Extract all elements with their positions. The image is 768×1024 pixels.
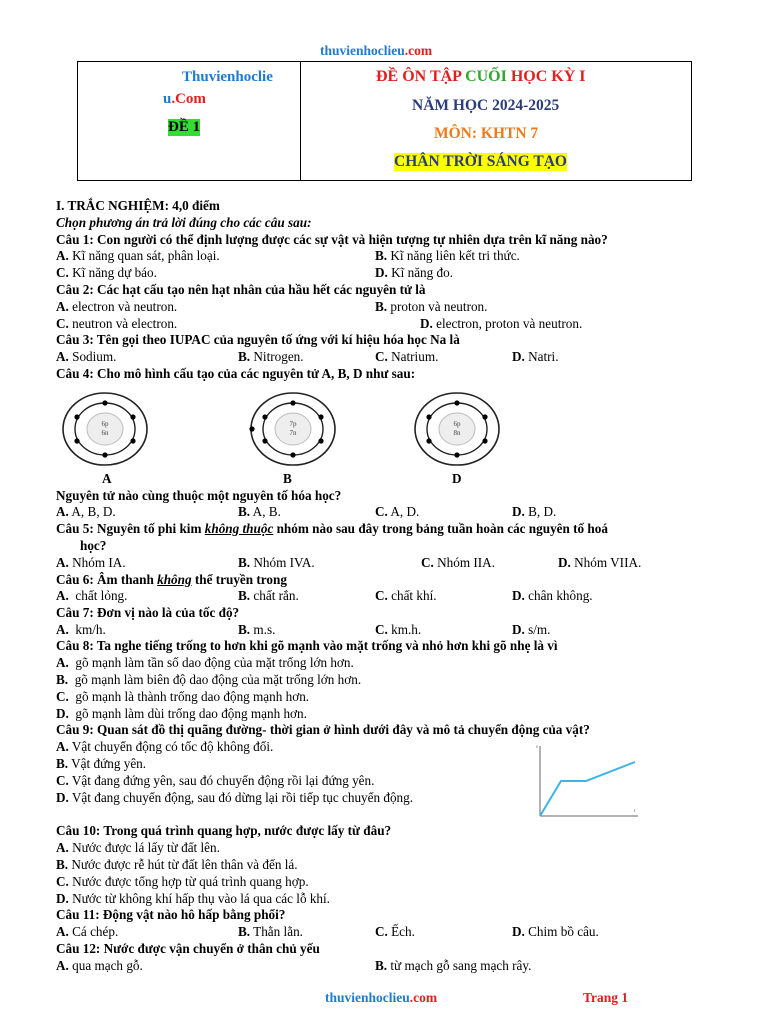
q1-stem: Câu 1: Con người có thể định lượng được các sự vật và hiện tượng tự nhiên dựa trên kĩ năng nào? xyxy=(56,232,608,247)
q10-option-b[interactable] xyxy=(56,857,298,873)
q9-option-b[interactable] xyxy=(56,756,146,772)
brand-line-2-a: u xyxy=(163,91,172,107)
atom-label-b: B xyxy=(283,471,292,486)
q2-option-a[interactable] xyxy=(56,299,177,315)
option-text: km.h. xyxy=(391,622,422,637)
q3-option-a[interactable] xyxy=(56,349,116,365)
option-text: Vật đang chuyển động, sau đó dừng lại rồi tiếp tục chuyển động. xyxy=(71,790,414,805)
option-text: Kĩ năng quan sát, phân loại. xyxy=(72,248,220,263)
textbook-series: CHÂN TRỜI SÁNG TẠO xyxy=(394,153,567,170)
option-text: Vật đang đứng yên, sau đó chuyển động rồi lại đứng yên. xyxy=(71,773,375,788)
option-text: km/h. xyxy=(75,622,106,637)
option-text: Nước được tổng hợp từ quá trình quang hợp. xyxy=(72,874,309,889)
option-letter: A. xyxy=(56,655,69,670)
q1-option-b[interactable] xyxy=(375,248,520,264)
q7-option-d[interactable] xyxy=(512,622,550,638)
option-text: Ếch. xyxy=(391,924,415,939)
option-letter: D. xyxy=(56,706,69,721)
footer-site-suffix: .com xyxy=(409,990,438,1005)
q2-option-d[interactable] xyxy=(420,316,582,332)
option-text: Nitrogen. xyxy=(253,349,304,364)
footer-site-link[interactable] xyxy=(325,990,437,1006)
option-letter: B. xyxy=(56,756,69,771)
option-text: B, D. xyxy=(528,504,557,519)
option-text: Natri. xyxy=(528,349,559,364)
option-text: Nước được rễ hút từ đất lên thân và đến lá. xyxy=(71,857,298,872)
top-site-prefix: thuvienhoclieu xyxy=(320,43,405,58)
q5-stem-emphasis: không thuộc xyxy=(204,521,274,536)
q9-option-a[interactable] xyxy=(56,739,273,755)
q6-option-b[interactable] xyxy=(238,588,299,604)
option-text: A, B. xyxy=(252,504,281,519)
option-letter: C. xyxy=(56,265,69,280)
q8-stem: Câu 8: Ta nghe tiếng trống to hơn khi gõ mạnh vào mặt trống và nhỏ hơn khi gõ nhẹ là vì xyxy=(56,638,558,653)
option-text: Vật chuyển động có tốc độ không đổi. xyxy=(71,739,274,754)
q1-option-d[interactable] xyxy=(375,265,453,281)
q2-stem: Câu 2: Các hạt cấu tạo nên hạt nhân của hầu hết các nguyên tử là xyxy=(56,282,426,297)
option-text: Cá chép. xyxy=(72,924,119,939)
q5-option-c[interactable] xyxy=(421,555,495,571)
option-letter: C. xyxy=(56,773,69,788)
atom-d-neutrons: 8n xyxy=(453,429,461,437)
q6-stem-a: Câu 6: Âm thanh xyxy=(56,572,158,587)
option-letter: A. xyxy=(56,958,69,973)
option-text: Thằn lằn. xyxy=(253,924,303,939)
option-letter: A. xyxy=(56,299,69,314)
q9-option-d[interactable] xyxy=(56,790,413,806)
option-letter: C. xyxy=(375,588,388,603)
option-letter: D. xyxy=(56,790,69,805)
option-text: Nhóm VIIA. xyxy=(574,555,642,570)
q3-option-c[interactable] xyxy=(375,349,438,365)
atom-model-b xyxy=(248,389,338,469)
q11-option-a[interactable] xyxy=(56,924,118,940)
q5-option-b[interactable] xyxy=(238,555,315,571)
q5-stem-b: nhóm nào sau đây trong bảng tuần hoàn các nguyên tố hoá xyxy=(273,521,608,536)
option-letter: A. xyxy=(56,349,69,364)
option-letter: A. xyxy=(56,924,69,939)
q2-option-c[interactable] xyxy=(56,316,177,332)
option-text: proton và neutron. xyxy=(390,299,488,314)
atom-model-d xyxy=(412,389,502,469)
option-text: gõ mạnh là thành trống dao động mạnh hơn. xyxy=(75,689,310,704)
option-letter: C. xyxy=(56,316,69,331)
q7-stem: Câu 7: Đơn vị nào là của tốc độ? xyxy=(56,605,240,620)
option-text: electron, proton và neutron. xyxy=(436,316,583,331)
option-letter: C. xyxy=(375,924,388,939)
q10-option-a[interactable] xyxy=(56,840,220,856)
top-site-suffix: .com xyxy=(404,43,433,58)
q7-option-b[interactable] xyxy=(238,622,275,638)
q1-option-c[interactable] xyxy=(56,265,157,281)
option-letter: B. xyxy=(238,622,251,637)
option-letter: D. xyxy=(558,555,571,570)
option-letter: C. xyxy=(375,504,388,519)
q7-option-a[interactable] xyxy=(56,622,106,638)
option-text: chân không. xyxy=(528,588,593,603)
subject: MÔN: KHTN 7 xyxy=(434,125,539,142)
q4-option-b[interactable] xyxy=(238,504,281,520)
option-text: Nước từ không khí hấp thụ vào lá qua các lỗ khí. xyxy=(72,891,330,906)
option-text: Kĩ năng liên kết tri thức. xyxy=(390,248,520,263)
q12-option-a[interactable] xyxy=(56,958,143,974)
option-letter: A. xyxy=(56,555,69,570)
option-text: chất rắn. xyxy=(253,588,299,603)
q5-stem-a: Câu 5: Nguyên tố phi kim xyxy=(56,521,205,536)
q11-stem: Câu 11: Động vật nào hô hấp bằng phổi? xyxy=(56,907,286,922)
option-text: Kĩ năng đo. xyxy=(391,265,454,280)
option-text: neutron và electron. xyxy=(72,316,178,331)
option-letter: D. xyxy=(420,316,433,331)
option-letter: D. xyxy=(375,265,388,280)
option-text: Nhóm IIA. xyxy=(437,555,495,570)
q3-stem: Câu 3: Tên gọi theo IUPAC của nguyên tố ứng với kí hiệu hóa học Na là xyxy=(56,332,460,347)
distance-time-graph xyxy=(528,740,643,820)
page-number: Trang 1 xyxy=(583,990,629,1005)
atom-d-protons: 6p xyxy=(453,420,461,428)
graph-line xyxy=(540,762,635,816)
q6-stem-emphasis: không xyxy=(157,572,192,587)
option-letter: A. xyxy=(56,739,69,754)
q10-option-c[interactable] xyxy=(56,874,309,890)
option-text: m.s. xyxy=(253,622,276,637)
q6-option-a[interactable] xyxy=(56,588,127,604)
q10-option-d[interactable] xyxy=(56,891,330,907)
option-letter: B. xyxy=(238,555,251,570)
option-letter: A. xyxy=(56,504,69,519)
q1-option-a[interactable] xyxy=(56,248,220,264)
section-instruction: Chọn phương án trả lời đúng cho các câu sau: xyxy=(56,215,312,230)
option-text: Sodium. xyxy=(72,349,117,364)
atom-label-d: D xyxy=(452,471,462,486)
option-text: chất lỏng. xyxy=(75,588,128,603)
atom-a-protons: 6p xyxy=(101,420,109,428)
q6-option-c[interactable] xyxy=(375,588,437,604)
option-letter: A. xyxy=(56,840,69,855)
option-letter: B. xyxy=(56,857,69,872)
q12-stem: Câu 12: Nước được vận chuyển ở thân chủ yếu xyxy=(56,941,320,956)
option-text: A, D. xyxy=(390,504,420,519)
option-letter: D. xyxy=(512,349,525,364)
option-text: Kĩ năng dự báo. xyxy=(72,265,157,280)
option-text: electron và neutron. xyxy=(72,299,178,314)
exam-title-a: ĐỀ ÔN TẬP xyxy=(376,68,466,85)
exam-title-c: HỌC KỲ I xyxy=(510,68,586,85)
option-text: Nhóm IA. xyxy=(72,555,126,570)
q4-option-d[interactable] xyxy=(512,504,556,520)
option-text: qua mạch gỗ. xyxy=(72,958,143,973)
brand-line-2-b: .Com xyxy=(171,91,206,107)
atom-b-neutrons: 7n xyxy=(289,429,297,437)
q5-stem-cont: học? xyxy=(80,538,107,553)
option-letter: B. xyxy=(375,299,388,314)
q5-option-d[interactable] xyxy=(558,555,641,571)
q5-stem xyxy=(56,521,608,537)
q6-stem xyxy=(56,572,287,588)
atom-a-neutrons: 6n xyxy=(101,429,109,437)
school-year: NĂM HỌC 2024-2025 xyxy=(412,97,560,114)
q11-option-d[interactable] xyxy=(512,924,599,940)
footer-site-prefix: thuvienhoclieu xyxy=(325,990,410,1005)
option-text: từ mạch gỗ sang mạch rây. xyxy=(390,958,532,973)
q6-stem-b: thể truyền trong xyxy=(191,572,287,587)
q8-option-c[interactable] xyxy=(56,689,309,705)
option-text: Natrium. xyxy=(391,349,439,364)
q4-stem: Câu 4: Cho mô hình cấu tạo của các nguyên tử A, B, D như sau: xyxy=(56,366,416,381)
option-letter: B. xyxy=(375,958,388,973)
option-letter: A. xyxy=(56,248,69,263)
option-letter: A. xyxy=(56,588,69,603)
option-text: Vật đứng yên. xyxy=(71,756,147,771)
q2-option-b[interactable] xyxy=(375,299,487,315)
option-letter: D. xyxy=(512,924,525,939)
q6-option-d[interactable] xyxy=(512,588,593,604)
option-text: Nhóm IVA. xyxy=(253,555,315,570)
brand-line-2 xyxy=(163,91,206,108)
graph-x-axis-label: t xyxy=(634,809,636,814)
option-letter: C. xyxy=(56,874,69,889)
option-letter: A. xyxy=(56,622,69,637)
q8-option-b[interactable] xyxy=(56,672,361,688)
q9-stem: Câu 9: Quan sát đồ thị quãng đường- thời gian ở hình dưới đây và mô tả chuyển động của vật? xyxy=(56,722,590,737)
graph-y-axis-label: s xyxy=(536,745,538,750)
q8-option-d[interactable] xyxy=(56,706,307,722)
header-box xyxy=(77,61,692,181)
q12-option-b[interactable] xyxy=(375,958,531,974)
option-letter: C. xyxy=(56,689,69,704)
option-text: gõ mạnh làm biên độ dao động của mặt trống lớn hơn. xyxy=(74,672,362,687)
exam-title-b: CUỐI xyxy=(465,68,511,85)
q4-question: Nguyên tử nào cùng thuộc một nguyên tố hóa học? xyxy=(56,488,342,503)
option-letter: C. xyxy=(375,622,388,637)
top-site-link[interactable] xyxy=(320,43,432,59)
section-title: I. TRẮC NGHIỆM: 4,0 điểm xyxy=(56,198,220,213)
q3-option-b[interactable] xyxy=(238,349,304,365)
atom-b-protons: 7p xyxy=(289,420,297,428)
option-letter: D. xyxy=(512,588,525,603)
q3-option-d[interactable] xyxy=(512,349,559,365)
q5-option-a[interactable] xyxy=(56,555,126,571)
option-letter: B. xyxy=(238,924,251,939)
option-letter: C. xyxy=(421,555,434,570)
option-letter: D. xyxy=(512,504,525,519)
option-letter: D. xyxy=(56,891,69,906)
brand-line-1: Thuvienhoclie xyxy=(182,69,273,85)
exam-number: ĐỀ 1 xyxy=(168,119,201,135)
q4-option-a[interactable] xyxy=(56,504,116,520)
option-text: chất khí. xyxy=(391,588,437,603)
q4-option-c[interactable] xyxy=(375,504,419,520)
option-text: gõ mạnh làm dùi trống dao động mạnh hơn. xyxy=(75,706,307,721)
option-text: A, B, D. xyxy=(71,504,116,519)
option-text: s/m. xyxy=(528,622,551,637)
q11-option-c[interactable] xyxy=(375,924,415,940)
option-text: Chim bồ câu. xyxy=(528,924,599,939)
option-letter: B. xyxy=(56,672,69,687)
option-letter: B. xyxy=(375,248,388,263)
option-letter: B. xyxy=(238,504,251,519)
exam-title xyxy=(376,68,586,86)
q10-stem: Câu 10: Trong quá trình quang hợp, nước được lấy từ đâu? xyxy=(56,823,392,838)
q8-option-a[interactable] xyxy=(56,655,354,671)
q9-option-c[interactable] xyxy=(56,773,374,789)
option-text: gõ mạnh làm tần số dao động của mặt trống lớn hơn. xyxy=(75,655,354,670)
option-text: Nước được lá lấy từ đất lên. xyxy=(72,840,220,855)
header-divider xyxy=(300,62,301,180)
option-letter: B. xyxy=(238,588,251,603)
option-letter: B. xyxy=(238,349,251,364)
q7-option-c[interactable] xyxy=(375,622,421,638)
atom-model-a xyxy=(60,389,150,469)
option-letter: C. xyxy=(375,349,388,364)
q11-option-b[interactable] xyxy=(238,924,303,940)
option-letter: D. xyxy=(512,622,525,637)
atom-label-a: A xyxy=(102,471,112,486)
